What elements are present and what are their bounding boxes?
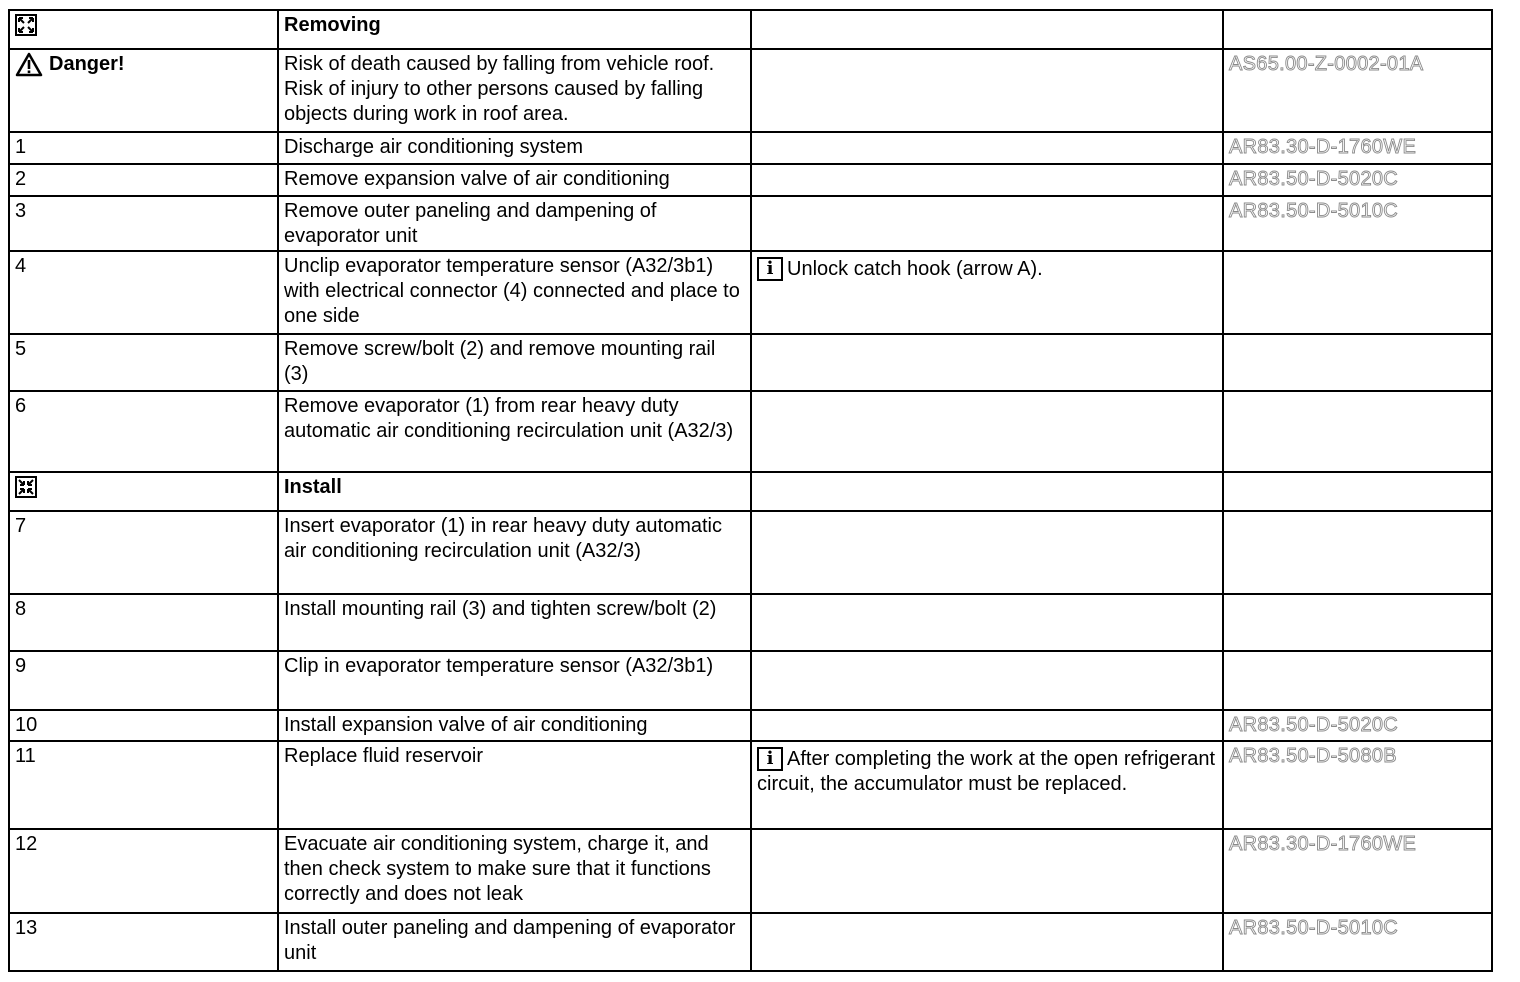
step-text: Unclip evaporator temperature sensor (A32/3b1) with electrical connector (4) connected and place to one side bbox=[278, 251, 751, 334]
step-number: 1 bbox=[9, 132, 278, 164]
step-note: Unlock catch hook (arrow A). bbox=[787, 258, 1043, 280]
step-row bbox=[9, 334, 1492, 391]
step-row bbox=[9, 511, 1492, 594]
step-number: 8 bbox=[9, 594, 278, 651]
note-cell bbox=[751, 741, 1223, 829]
step-text: Clip in evaporator temperature sensor (A32/3b1) bbox=[278, 651, 751, 710]
note-cell bbox=[751, 829, 1223, 913]
step-number: 11 bbox=[9, 741, 278, 829]
step-row bbox=[9, 594, 1492, 651]
step-text: Replace fluid reservoir bbox=[278, 741, 751, 829]
reference-link[interactable]: AR83.50-D-5010C bbox=[1229, 917, 1399, 939]
section-row-install bbox=[9, 472, 1492, 511]
procedure-table bbox=[8, 9, 1493, 972]
step-note: After completing the work at the open refrigerant circuit, the accumulator must be replaced. bbox=[757, 748, 1216, 795]
step-row bbox=[9, 164, 1492, 196]
note-cell bbox=[751, 10, 1223, 49]
note-cell bbox=[751, 511, 1223, 594]
step-text: Insert evaporator (1) in rear heavy duty automatic air conditioning recirculation unit (A32/3) bbox=[278, 511, 751, 594]
step-row bbox=[9, 710, 1492, 741]
reference-link[interactable]: AR83.30-D-1760WE bbox=[1229, 833, 1417, 855]
ref-cell bbox=[1223, 594, 1492, 651]
ref-cell bbox=[1223, 511, 1492, 594]
step-row bbox=[9, 391, 1492, 472]
step-row bbox=[9, 829, 1492, 913]
note-cell bbox=[751, 651, 1223, 710]
ref-cell bbox=[1223, 334, 1492, 391]
ref-cell[interactable] bbox=[1223, 49, 1492, 132]
step-row bbox=[9, 132, 1492, 164]
warning-triangle-icon bbox=[15, 52, 43, 84]
ref-cell bbox=[1223, 251, 1492, 334]
ref-cell bbox=[1223, 472, 1492, 511]
step-number: 6 bbox=[9, 391, 278, 472]
step-row bbox=[9, 741, 1492, 829]
info-icon: i bbox=[757, 257, 783, 281]
reference-link[interactable]: AS65.00-Z-0002-01A bbox=[1229, 53, 1424, 75]
note-cell bbox=[751, 196, 1223, 251]
step-number: 12 bbox=[9, 829, 278, 913]
step-number: 2 bbox=[9, 164, 278, 196]
note-cell bbox=[751, 251, 1223, 334]
section-title: Install bbox=[278, 472, 751, 511]
step-text: Remove outer paneling and dampening of evaporator unit bbox=[278, 196, 751, 251]
note-cell bbox=[751, 49, 1223, 132]
step-text: Install expansion valve of air conditioning bbox=[278, 710, 751, 741]
ref-cell[interactable] bbox=[1223, 710, 1492, 741]
step-number: 7 bbox=[9, 511, 278, 594]
step-text: Install outer paneling and dampening of evaporator unit bbox=[278, 913, 751, 971]
ref-cell bbox=[1223, 391, 1492, 472]
ref-cell[interactable] bbox=[1223, 132, 1492, 164]
note-cell bbox=[751, 913, 1223, 971]
reference-link[interactable]: AR83.50-D-5010C bbox=[1229, 200, 1399, 222]
disassembly-icon bbox=[15, 14, 37, 36]
note-cell bbox=[751, 391, 1223, 472]
section-icon-cell bbox=[9, 472, 278, 511]
reference-link[interactable]: AR83.50-D-5020C bbox=[1229, 168, 1399, 190]
step-number: 4 bbox=[9, 251, 278, 334]
note-cell bbox=[751, 472, 1223, 511]
ref-cell[interactable] bbox=[1223, 829, 1492, 913]
note-cell bbox=[751, 594, 1223, 651]
step-row bbox=[9, 251, 1492, 334]
reference-link[interactable]: AR83.50-D-5020C bbox=[1229, 714, 1399, 736]
ref-cell[interactable] bbox=[1223, 196, 1492, 251]
reference-link[interactable]: AR83.30-D-1760WE bbox=[1229, 136, 1417, 158]
ref-cell bbox=[1223, 10, 1492, 49]
reference-link[interactable]: AR83.50-D-5080B bbox=[1229, 745, 1397, 767]
step-number: 9 bbox=[9, 651, 278, 710]
step-row bbox=[9, 196, 1492, 251]
danger-cell bbox=[9, 49, 278, 132]
info-icon: i bbox=[757, 747, 783, 771]
section-title: Removing bbox=[278, 10, 751, 49]
section-row-removing bbox=[9, 10, 1492, 49]
danger-label: Danger! bbox=[49, 53, 125, 75]
assembly-icon bbox=[15, 476, 37, 498]
step-number: 10 bbox=[9, 710, 278, 741]
ref-cell bbox=[1223, 651, 1492, 710]
step-text: Remove screw/bolt (2) and remove mounting rail (3) bbox=[278, 334, 751, 391]
step-text: Discharge air conditioning system bbox=[278, 132, 751, 164]
danger-row bbox=[9, 49, 1492, 132]
note-cell bbox=[751, 164, 1223, 196]
step-number: 3 bbox=[9, 196, 278, 251]
step-text: Remove evaporator (1) from rear heavy duty automatic air conditioning recirculation unit (A32/3) bbox=[278, 391, 751, 472]
step-row bbox=[9, 651, 1492, 710]
ref-cell[interactable] bbox=[1223, 164, 1492, 196]
note-cell bbox=[751, 710, 1223, 741]
ref-cell[interactable] bbox=[1223, 741, 1492, 829]
step-text: Remove expansion valve of air conditioning bbox=[278, 164, 751, 196]
step-number: 13 bbox=[9, 913, 278, 971]
section-icon-cell bbox=[9, 10, 278, 49]
note-cell bbox=[751, 132, 1223, 164]
step-text: Evacuate air conditioning system, charge it, and then check system to make sure that it functions correctly and does not leak bbox=[278, 829, 751, 913]
step-number: 5 bbox=[9, 334, 278, 391]
step-text: Install mounting rail (3) and tighten screw/bolt (2) bbox=[278, 594, 751, 651]
danger-text: Risk of death caused by falling from vehicle roof. Risk of injury to other persons caused by falling objects during work in roof area. bbox=[278, 49, 751, 132]
step-row bbox=[9, 913, 1492, 971]
note-cell bbox=[751, 334, 1223, 391]
ref-cell[interactable] bbox=[1223, 913, 1492, 971]
